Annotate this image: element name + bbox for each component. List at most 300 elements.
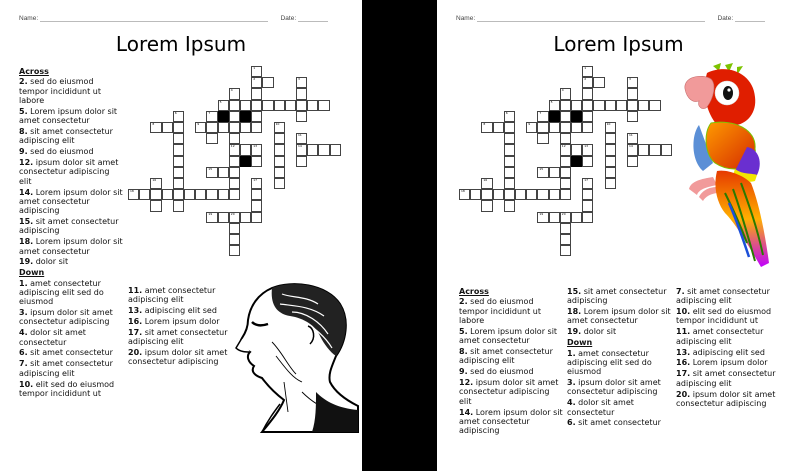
- clue-number: 2.: [459, 297, 468, 307]
- grid-cell[interactable]: [605, 156, 616, 167]
- grid-cell[interactable]: [296, 100, 307, 111]
- cell-number: 7: [539, 110, 542, 115]
- grid-cell[interactable]: [582, 111, 593, 122]
- grid-cell[interactable]: [296, 144, 307, 155]
- grid-cell[interactable]: [582, 122, 593, 133]
- clue-item: [19, 359, 124, 378]
- clue-text: amet consectetur adipiscing elit: [128, 286, 216, 305]
- roman-bust-illustration: [232, 282, 360, 442]
- grid-cell[interactable]: [549, 212, 560, 223]
- cell-number: 10: [275, 122, 280, 126]
- grid-cell[interactable]: [173, 133, 184, 144]
- grid-cell[interactable]: [526, 122, 537, 133]
- grid-cell[interactable]: [537, 122, 548, 133]
- grid-cell[interactable]: [173, 189, 184, 200]
- grid-cell[interactable]: [481, 200, 492, 211]
- clue-number: 10.: [19, 379, 34, 389]
- grid-cell[interactable]: [150, 189, 161, 200]
- grid-cell[interactable]: [627, 88, 638, 99]
- grid-cell[interactable]: [296, 133, 307, 144]
- grid-cell[interactable]: [274, 144, 285, 155]
- down-clue-list-continued: [128, 286, 233, 367]
- grid-cell[interactable]: [162, 189, 173, 200]
- date-label: Date:: [280, 15, 297, 22]
- clue-number: 20.: [676, 389, 691, 399]
- grid-cell[interactable]: [251, 144, 262, 155]
- grid-cell[interactable]: [206, 167, 217, 178]
- grid-cell[interactable]: [582, 144, 593, 155]
- grid-cell[interactable]: [240, 144, 251, 155]
- grid-cell[interactable]: [526, 189, 537, 200]
- clue-text: sit amet consectetur adipiscing elit: [459, 346, 553, 366]
- clue-text: sed do eiusmod: [467, 367, 534, 377]
- clue-number: 10.: [676, 307, 691, 317]
- grid-cell[interactable]: [285, 100, 296, 111]
- grid-cell[interactable]: [515, 189, 526, 200]
- cell-number: 5: [219, 99, 222, 104]
- grid-cell[interactable]: [571, 122, 582, 133]
- clue-number: 9.: [19, 147, 28, 157]
- grid-cell[interactable]: [206, 212, 217, 223]
- grid-cell[interactable]: [571, 144, 582, 155]
- grid-cell[interactable]: [173, 167, 184, 178]
- grid-cell[interactable]: [318, 100, 329, 111]
- grid-cell[interactable]: [605, 167, 616, 178]
- grid-cell[interactable]: [128, 189, 139, 200]
- date-field-line[interactable]: [735, 15, 765, 22]
- grid-cell[interactable]: [593, 77, 604, 88]
- clue-text: sit amet consectetur: [575, 418, 661, 428]
- clue-item: [676, 327, 784, 346]
- grid-cell[interactable]: [229, 189, 240, 200]
- grid-cell[interactable]: [560, 234, 571, 245]
- grid-cell[interactable]: [549, 122, 560, 133]
- grid-cell[interactable]: [229, 100, 240, 111]
- name-field-line[interactable]: [40, 15, 268, 22]
- grid-cell[interactable]: [605, 133, 616, 144]
- grid-cell[interactable]: [274, 100, 285, 111]
- date-label: Date:: [717, 15, 734, 22]
- clue-text: ipsum dolor sit amet consectetur adipiscing elit: [459, 378, 559, 406]
- clue-text: sit amet consectetur adipiscing elit: [19, 359, 113, 378]
- clue-number: 17.: [128, 327, 143, 337]
- across-clue-list: [19, 77, 124, 266]
- page-title: Lorem Ipsum: [115, 32, 247, 56]
- clue-number: 11.: [676, 327, 691, 337]
- grid-cell[interactable]: [307, 144, 318, 155]
- grid-cell[interactable]: [173, 178, 184, 189]
- clue-number: 18.: [567, 307, 582, 317]
- cell-number: 4: [230, 88, 233, 93]
- grid-cell[interactable]: [251, 212, 262, 223]
- down-heading: Down: [19, 268, 45, 278]
- grid-cell[interactable]: [537, 167, 548, 178]
- clue-text: Lorem ipsum dolor: [690, 358, 768, 368]
- grid-cell[interactable]: [537, 111, 548, 122]
- grid-cell[interactable]: [274, 178, 285, 189]
- grid-cell[interactable]: [206, 122, 217, 133]
- grid-cell[interactable]: [206, 111, 217, 122]
- grid-cell[interactable]: [307, 100, 318, 111]
- clue-number: 18.: [19, 237, 34, 247]
- clue-item: [128, 286, 233, 305]
- clue-text: sit amet consectetur: [27, 348, 113, 358]
- clue-text: Lorem ipsum dolor: [142, 317, 220, 327]
- clue-text: dolor sit: [33, 257, 69, 267]
- cell-number: 4: [561, 88, 564, 93]
- grid-cell[interactable]: [638, 144, 649, 155]
- grid-cell[interactable]: [218, 100, 229, 111]
- clue-text: Lorem ipsum dolor sit amet consectetur adipiscing: [19, 187, 123, 216]
- grid-cell[interactable]: [195, 122, 206, 133]
- grid-cell[interactable]: [493, 122, 504, 133]
- grid-cell[interactable]: [571, 212, 582, 223]
- clue-column-2: [567, 287, 671, 429]
- grid-cell[interactable]: [218, 122, 229, 133]
- grid-cell[interactable]: [150, 200, 161, 211]
- grid-cell[interactable]: [229, 234, 240, 245]
- grid-cell[interactable]: [251, 111, 262, 122]
- grid-cell[interactable]: [560, 144, 571, 155]
- grid-cell[interactable]: [627, 144, 638, 155]
- cell-number: 3: [629, 77, 631, 82]
- clue-text: amet consectetur adipiscing elit sed do eiusmod: [19, 278, 104, 307]
- grid-cell[interactable]: [162, 122, 173, 133]
- clue-item: [19, 158, 124, 186]
- grid-cell[interactable]: [229, 144, 240, 155]
- grid-cell[interactable]: [218, 189, 229, 200]
- clue-number: 4.: [567, 398, 576, 408]
- grid-cell[interactable]: [173, 156, 184, 167]
- grid-cell[interactable]: [251, 66, 262, 77]
- clue-item: [676, 358, 784, 367]
- header-name-date: [456, 15, 765, 22]
- grid-cell[interactable]: [504, 167, 515, 178]
- grid-cell[interactable]: [206, 133, 217, 144]
- cell-number: 8: [483, 122, 486, 126]
- grid-cell[interactable]: [229, 133, 240, 144]
- grid-cell[interactable]: [296, 111, 307, 122]
- grid-cell[interactable]: [481, 178, 492, 189]
- grid-cell[interactable]: [504, 189, 515, 200]
- clue-number: 14.: [19, 187, 34, 197]
- clue-text: ipsum dolor sit amet consectetur adipiscing: [128, 348, 228, 367]
- grid-cell[interactable]: [560, 122, 571, 133]
- cell-number: 11: [629, 133, 633, 138]
- clue-item: [19, 328, 124, 347]
- clue-text: adipiscing elit sed: [142, 306, 217, 316]
- clue-text: ipsum dolor sit amet consectetur adipiscing: [567, 378, 661, 397]
- grid-cell[interactable]: [240, 100, 251, 111]
- grid-cell[interactable]: [537, 189, 548, 200]
- worksheet-page-left: [0, 0, 362, 471]
- clue-number: 3.: [19, 308, 28, 318]
- grid-cell[interactable]: [560, 223, 571, 234]
- clue-item: [19, 127, 124, 146]
- clue-text: sit amet consectetur adipiscing elit: [676, 369, 776, 388]
- grid-cell[interactable]: [605, 122, 616, 133]
- across-clue-list-continued: [567, 287, 671, 337]
- grid-cell[interactable]: [593, 100, 604, 111]
- cell-number: 6: [505, 110, 508, 115]
- clue-number: 16.: [676, 358, 691, 368]
- grid-cell[interactable]: [582, 189, 593, 200]
- grid-cell[interactable]: [229, 88, 240, 99]
- grid-cell[interactable]: [251, 156, 262, 167]
- grid-cell[interactable]: [229, 111, 240, 122]
- grid-cell[interactable]: [560, 133, 571, 144]
- grid-cell[interactable]: [274, 122, 285, 133]
- grid-cell[interactable]: [274, 133, 285, 144]
- clue-item: [459, 378, 563, 406]
- grid-cell[interactable]: [627, 100, 638, 111]
- cell-number: 17: [584, 178, 589, 182]
- grid-cell[interactable]: [627, 156, 638, 167]
- grid-cell[interactable]: [229, 122, 240, 133]
- cell-number: 15: [208, 166, 213, 171]
- cell-number: 2: [253, 77, 256, 82]
- grid-cell[interactable]: [240, 212, 251, 223]
- grid-cell[interactable]: [537, 133, 548, 144]
- grid-cell[interactable]: [150, 122, 161, 133]
- grid-cell[interactable]: [582, 178, 593, 189]
- grid-cell[interactable]: [605, 178, 616, 189]
- grid-cell[interactable]: [330, 144, 341, 155]
- clue-item: [128, 328, 233, 347]
- grid-cell[interactable]: [229, 167, 240, 178]
- cell-number: 18: [461, 189, 465, 194]
- grid-cell[interactable]: [206, 189, 217, 200]
- grid-cell[interactable]: [504, 156, 515, 167]
- clue-number: 13.: [128, 306, 143, 316]
- grid-cell[interactable]: [627, 111, 638, 122]
- grid-cell[interactable]: [240, 122, 251, 133]
- parrot-illustration: [677, 63, 777, 271]
- grid-cell[interactable]: [616, 100, 627, 111]
- grid-cell[interactable]: [537, 212, 548, 223]
- clue-number: 7.: [19, 359, 28, 369]
- clue-text: sit amet consectetur adipiscing elit: [676, 287, 770, 306]
- clue-item: [567, 287, 671, 306]
- grid-cell[interactable]: [560, 245, 571, 256]
- grid-cell[interactable]: [504, 122, 515, 133]
- clue-number: 7.: [676, 287, 685, 296]
- grid-cell[interactable]: [582, 212, 593, 223]
- grid-cell[interactable]: [139, 189, 150, 200]
- cell-number: 9: [528, 122, 531, 126]
- grid-cell[interactable]: [560, 212, 571, 223]
- grid-block-cell: [549, 111, 560, 122]
- clue-item: [676, 369, 784, 388]
- grid-cell[interactable]: [605, 100, 616, 111]
- grid-cell[interactable]: [649, 144, 660, 155]
- clue-number: 2.: [19, 77, 28, 87]
- down-heading: Down: [567, 338, 593, 348]
- clue-number: 19.: [19, 257, 34, 267]
- grid-cell[interactable]: [661, 144, 672, 155]
- clue-item: [567, 349, 671, 377]
- grid-cell[interactable]: [274, 167, 285, 178]
- clue-item: [19, 308, 124, 327]
- clue-text: elit sed do eiusmod tempor incididunt ut: [676, 307, 772, 326]
- grid-cell[interactable]: [627, 133, 638, 144]
- clue-item: [459, 347, 563, 366]
- grid-cell[interactable]: [649, 100, 660, 111]
- grid-cell[interactable]: [481, 122, 492, 133]
- grid-cell[interactable]: [560, 178, 571, 189]
- grid-cell[interactable]: [549, 100, 560, 111]
- clue-item: [19, 348, 124, 357]
- clue-text: amet consectetur adipiscing elit: [676, 327, 764, 346]
- grid-cell[interactable]: [229, 223, 240, 234]
- grid-cell[interactable]: [638, 100, 649, 111]
- clue-number: 15.: [19, 217, 34, 227]
- grid-cell[interactable]: [296, 77, 307, 88]
- grid-cell[interactable]: [251, 178, 262, 189]
- across-clue-list: [459, 297, 563, 435]
- cell-number: 20: [561, 211, 566, 216]
- clue-number: 4.: [19, 328, 28, 338]
- clue-item: [567, 327, 671, 336]
- grid-cell[interactable]: [251, 122, 262, 133]
- grid-cell[interactable]: [504, 133, 515, 144]
- clue-text: sit amet consectetur adipiscing elit: [128, 327, 228, 347]
- grid-cell[interactable]: [582, 88, 593, 99]
- cell-number: 14: [629, 144, 633, 149]
- grid-cell[interactable]: [459, 189, 470, 200]
- grid-cell[interactable]: [229, 245, 240, 256]
- down-clue-list: [19, 279, 124, 399]
- clue-item: [19, 188, 124, 216]
- grid-cell[interactable]: [173, 111, 184, 122]
- clue-text: sit amet consectetur adipiscing: [567, 287, 667, 306]
- worksheet-page-right: [437, 0, 800, 471]
- grid-block-cell: [218, 111, 229, 122]
- cell-number: 19: [539, 211, 544, 216]
- grid-cell[interactable]: [296, 88, 307, 99]
- clue-text: amet consectetur adipiscing elit sed do eiusmod: [567, 348, 652, 377]
- clue-item: [19, 77, 124, 105]
- clue-item: [676, 307, 784, 326]
- grid-cell[interactable]: [251, 200, 262, 211]
- grid-cell[interactable]: [582, 200, 593, 211]
- grid-cell[interactable]: [195, 189, 206, 200]
- grid-cell[interactable]: [173, 200, 184, 211]
- grid-cell[interactable]: [504, 178, 515, 189]
- grid-cell[interactable]: [318, 144, 329, 155]
- clue-item: [19, 257, 124, 266]
- page-title: Lorem Ipsum: [553, 32, 684, 56]
- grid-cell[interactable]: [493, 189, 504, 200]
- grid-cell[interactable]: [504, 111, 515, 122]
- cell-number: 1: [253, 66, 256, 70]
- clue-number: 12.: [459, 378, 474, 388]
- grid-cell[interactable]: [582, 100, 593, 111]
- grid-cell[interactable]: [560, 167, 571, 178]
- header-name-date: [19, 15, 328, 22]
- clue-text: Lorem ipsum dolor sit amet consectetur: [459, 326, 558, 346]
- grid-cell[interactable]: [262, 100, 273, 111]
- grid-cell[interactable]: [582, 66, 593, 77]
- grid-cell[interactable]: [229, 178, 240, 189]
- clue-number: 1.: [567, 348, 576, 358]
- grid-cell[interactable]: [184, 189, 195, 200]
- grid-cell[interactable]: [560, 88, 571, 99]
- grid-cell[interactable]: [218, 167, 229, 178]
- clue-text: Lorem ipsum dolor sit amet consectetur adipiscing: [459, 407, 563, 436]
- grid-cell[interactable]: [262, 77, 273, 88]
- grid-cell[interactable]: [481, 189, 492, 200]
- name-field-line[interactable]: [477, 15, 705, 22]
- grid-cell[interactable]: [560, 111, 571, 122]
- clue-number: 6.: [567, 418, 576, 428]
- clue-column-2: [128, 286, 233, 368]
- clue-item: [567, 307, 671, 326]
- clue-item: [459, 367, 563, 376]
- grid-cell[interactable]: [251, 189, 262, 200]
- cell-number: 3: [298, 77, 300, 82]
- grid-cell[interactable]: [229, 156, 240, 167]
- clue-text: sit amet consectetur adipiscing: [19, 217, 119, 236]
- grid-cell[interactable]: [504, 200, 515, 211]
- grid-cell[interactable]: [173, 144, 184, 155]
- down-clue-list-continued: [676, 287, 784, 408]
- grid-cell[interactable]: [296, 156, 307, 167]
- clue-number: 5.: [459, 326, 468, 336]
- grid-cell[interactable]: [627, 77, 638, 88]
- clue-column-3: [676, 287, 784, 410]
- date-field-line[interactable]: [298, 15, 328, 22]
- grid-cell[interactable]: [251, 88, 262, 99]
- clue-item: [567, 378, 671, 397]
- grid-cell[interactable]: [251, 100, 262, 111]
- cell-number: 16: [152, 178, 157, 182]
- clue-item: [128, 348, 233, 367]
- clue-text: dolor sit amet consectetur: [567, 398, 634, 417]
- grid-cell[interactable]: [150, 178, 161, 189]
- grid-cell[interactable]: [549, 167, 560, 178]
- cell-number: 12: [230, 144, 235, 149]
- grid-cell[interactable]: [274, 156, 285, 167]
- grid-cell[interactable]: [549, 189, 560, 200]
- grid-cell[interactable]: [560, 156, 571, 167]
- grid-cell[interactable]: [560, 100, 571, 111]
- grid-cell[interactable]: [571, 100, 582, 111]
- clue-text: adipiscing elit sed: [690, 347, 765, 357]
- clue-text: ipsum dolor sit amet consectetur adipiscing elit: [19, 158, 119, 186]
- clue-item: [676, 390, 784, 409]
- grid-cell[interactable]: [218, 212, 229, 223]
- down-clue-list: [567, 349, 671, 428]
- grid-cell[interactable]: [605, 144, 616, 155]
- clue-text: sed do eiusmod tempor incididunt ut labore: [459, 297, 541, 325]
- grid-cell[interactable]: [582, 77, 593, 88]
- grid-cell[interactable]: [173, 122, 184, 133]
- clue-number: 20.: [128, 348, 143, 358]
- grid-cell[interactable]: [470, 189, 481, 200]
- clue-item: [676, 287, 784, 306]
- clue-number: 9.: [459, 367, 468, 377]
- cell-number: 5: [550, 99, 553, 104]
- grid-cell[interactable]: [229, 212, 240, 223]
- grid-cell[interactable]: [504, 144, 515, 155]
- clue-number: 12.: [19, 158, 34, 168]
- grid-cell[interactable]: [560, 189, 571, 200]
- cell-number: 19: [208, 211, 213, 216]
- grid-cell[interactable]: [251, 77, 262, 88]
- clue-item: [676, 348, 784, 357]
- grid-cell[interactable]: [582, 156, 593, 167]
